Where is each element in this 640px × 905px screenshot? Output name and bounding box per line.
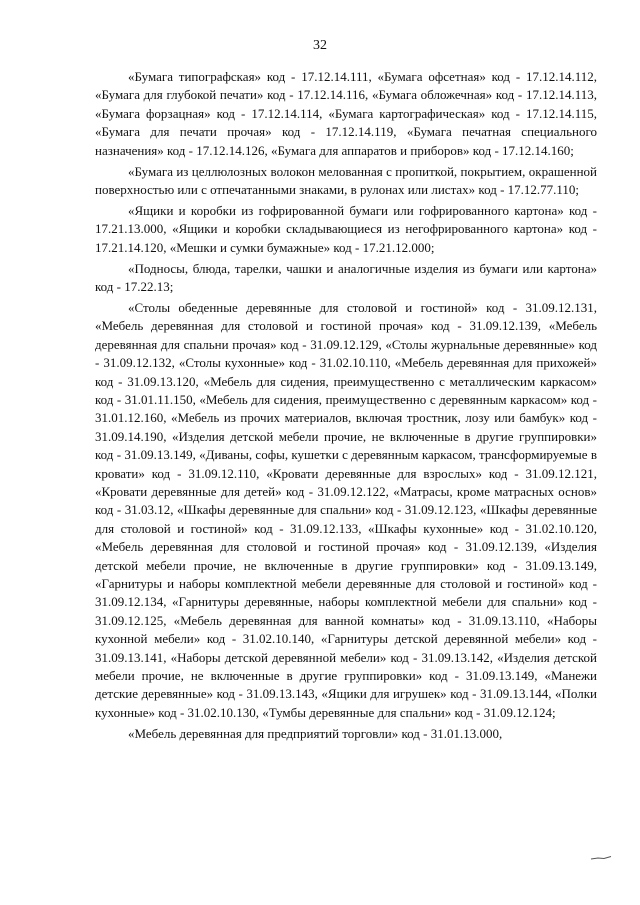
document-body [95, 68, 597, 746]
paragraph-furniture: «Столы обеденные деревянные для столовой и гостиной» код - 31.09.12.131, «Мебель деревянная для столовой и гостиной прочая» код - 31.09.12.139, «Мебель деревянная для спальни прочая» код - 31.09.12.129, «Столы журнальные деревянные» код - 31.09.12.132, «Столы кухонные» код - 31.02.10.110, «Мебель деревянная для прихожей» код - 31.09.13.120, «Мебель для сидения, преимущественно с металлическим каркасом» код - 31.01.11.150, «Мебель для сидения, преимущественно с деревянным каркасом» код - 31.01.12.160, «Мебель из прочих материалов, включая тростник, лозу или бамбук» код - 31.09.14.190, «Изделия детской мебели прочие, не включенные в другие группировки» код - 31.09.13.149, «Диваны, софы, кушетки с деревянным каркасом, трансформируемые в кровати» код - 31.09.12.110, «Кровати деревянные для взрослых» код - 31.09.12.121, «Кровати деревянные для детей» код - 31.09.12.122, «Матрасы, кроме матрасных основ» код - 31.03.12, «Шкафы деревянные для спальни» код - 31.09.12.123, «Шкафы деревянные для столовой и гостиной» код - 31.09.12.133, «Шкафы кухонные» код - 31.02.10.120, «Мебель деревянная для столовой и гостиной прочая» код - 31.09.12.139, «Изделия детской мебели прочие, не включенные в другие группировки» код - 31.09.13.149, «Гарнитуры и наборы комплектной мебели деревянные для столовой и гостиной» код - 31.09.12.134, «Гарнитуры деревянные, наборы комплектной мебели для спальни» код - 31.09.12.125, «Мебель деревянная для ванной комнаты» код - 31.09.13.110, «Наборы кухонной мебели» код - 31.02.10.140, «Гарнитуры детской деревянной мебели» код - 31.09.13.141, «Наборы детской деревянной мебели» код - 31.09.13.142, «Изделия детской мебели прочие, не включенные в другие группировки» код - 31.09.13.149, «Манежи детские деревянные» код - 31.09.13.143, «Ящики для игрушек» код - 31.09.13.144, «Полки кухонные» код - 31.02.10.130, «Тумбы деревянные для спальни» код - 31.09.12.124; [95, 299, 597, 720]
paragraph-trays: «Подносы, блюда, тарелки, чашки и аналогичные изделия из бумаги или картона» код - 17.22.13; [95, 260, 597, 294]
paragraph-coated-paper: «Бумага из целлюлозных волокон мелованная с пропиткой, покрытием, окрашенной поверхностью или с отпечатанными знаками, в рулонах или листах» код - 17.12.77.110; [95, 163, 597, 197]
paragraph-trade-furniture: «Мебель деревянная для предприятий торговли» код - 31.01.13.000, [128, 725, 503, 741]
scan-mark-icon [590, 855, 612, 861]
paragraph-boxes: «Ящики и коробки из гофрированной бумаги или гофрированного картона» код - 17.21.13.000, «Ящики и коробки складывающиеся из негофрированного картона» код - 17.21.14.120, «Мешки и сумки бумажные» код - 17.21.12.000; [95, 202, 597, 255]
paragraph-paper-types: «Бумага типографская» код - 17.12.14.111, «Бумага офсетная» код - 17.12.14.112, «Бумага для глубокой печати» код - 17.12.14.116, «Бумага обложечная» код - 17.12.14.113, «Бумага форзацная» код - 17.12.14.114, «Бумага картографическая» код - 17.12.14.115, «Бумага для печати прочая» код - 17.12.14.119, «Бумага печатная специального назначения» код - 17.12.14.126, «Бумага для аппаратов и приборов» код - 17.12.14.160; [95, 69, 597, 158]
page-number: 32 [313, 38, 327, 53]
